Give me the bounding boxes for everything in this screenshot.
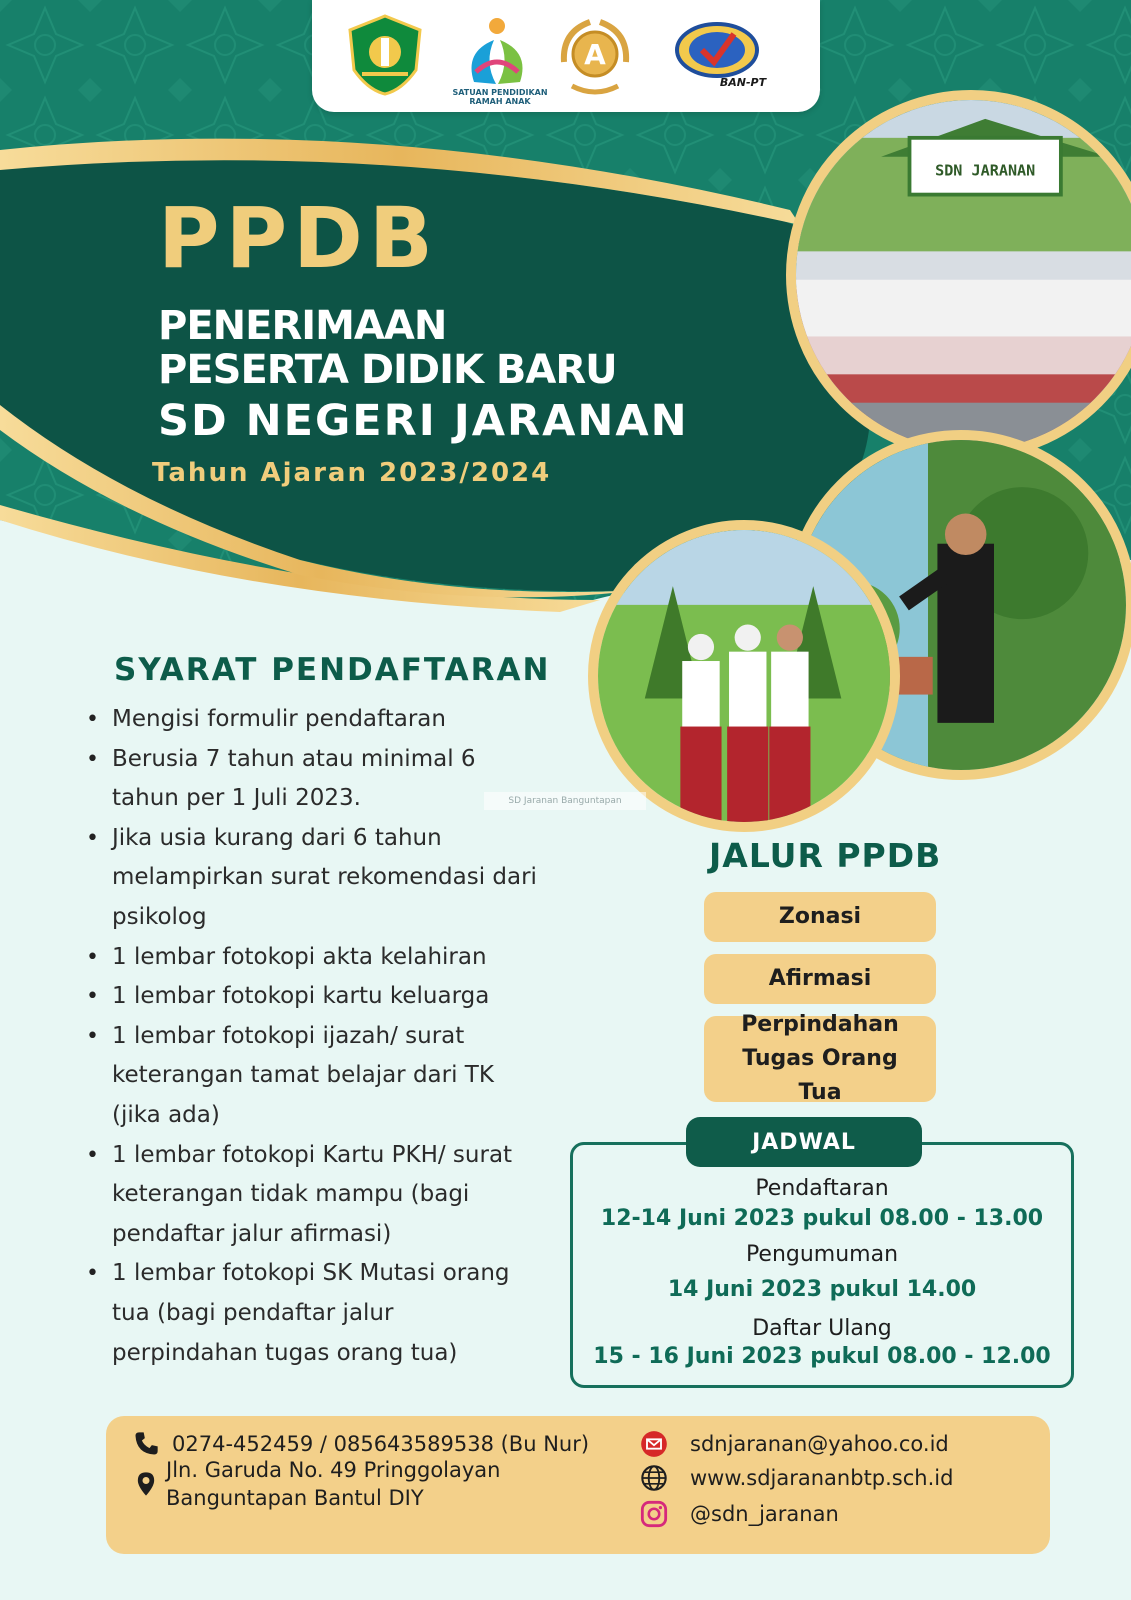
jalur-afirmasi: Afirmasi (704, 954, 936, 1004)
ramah-anak-caption: SATUAN PENDIDIKAN RAMAH ANAK (452, 88, 548, 106)
jalur-perpindahan: Perpindahan Tugas Orang Tua (704, 1016, 936, 1102)
location-icon (132, 1470, 160, 1498)
jalur-title: JALUR PPDB (709, 836, 942, 875)
contact-box (106, 1416, 1050, 1554)
photo-trophy-students (588, 520, 900, 832)
email-icon (640, 1430, 668, 1458)
contact-phone[interactable]: 0274-452459 / 085643589538 (Bu Nur) (172, 1432, 590, 1456)
phone-icon (132, 1430, 160, 1458)
akreditasi-letter: A (584, 38, 606, 71)
jadwal-pendaftaran-label: Pendaftaran (755, 1176, 889, 1201)
jadwal-daftar-ulang-value: 15 - 16 Juni 2023 pukul 08.00 - 12.00 (593, 1344, 1051, 1369)
school-sign-text: SDN JARANAN (935, 161, 1036, 180)
syarat-item: • 1 lembar fotokopi kartu keluarga (86, 977, 546, 1017)
ramah-anak-logo-icon (454, 12, 540, 98)
jadwal-title: JADWAL (686, 1117, 922, 1167)
school-name: SD NEGERI JARANAN (158, 396, 689, 446)
syarat-item: • 1 lembar fotokopi SK Mutasi orang tua (bagi pendaftar jalur perpindahan tugas orang tua) (86, 1254, 546, 1373)
syarat-item: • Mengisi formulir pendaftaran (86, 700, 546, 740)
jadwal-pengumuman-label: Pengumuman (745, 1242, 899, 1267)
contact-instagram[interactable]: @sdn_jaranan (690, 1502, 839, 1526)
syarat-item: • Berusia 7 tahun atau minimal 6 tahun per 1 Juli 2023. (86, 740, 546, 819)
jadwal-daftar-ulang-label: Daftar Ulang (752, 1316, 892, 1341)
contact-address-line-1: Jln. Garuda No. 49 Pringgolayan (166, 1458, 501, 1482)
jadwal-pendaftaran-value: 12-14 Juni 2023 pukul 08.00 - 13.00 (600, 1206, 1044, 1231)
kemenag-logo-icon (342, 12, 428, 98)
contact-email[interactable]: sdnjaranan@yahoo.co.id (690, 1432, 949, 1456)
syarat-item: • Jika usia kurang dari 6 tahun melampirkan surat rekomendasi dari psikolog (86, 819, 546, 938)
contact-address-line-2: Banguntapan Bantul DIY (166, 1486, 424, 1510)
subtitle-line-1: PENERIMAAN (158, 303, 447, 349)
syarat-item: • 1 lembar fotokopi Kartu PKH/ surat keterangan tidak mampu (bagi pendaftar jalur afirmasi) (86, 1136, 546, 1255)
academic-year: Tahun Ajaran 2023/2024 (152, 458, 552, 488)
logo-bar (312, 0, 820, 112)
contact-website[interactable]: www.sdjarananbtp.sch.id (690, 1466, 954, 1490)
syarat-list (86, 700, 546, 1373)
syarat-item: • 1 lembar fotokopi ijazah/ surat keterangan tamat belajar dari TK (jika ada) (86, 1017, 546, 1136)
watermark: SD Jaranan Banguntapan (484, 792, 646, 810)
instagram-icon (640, 1500, 668, 1528)
globe-icon (640, 1464, 668, 1492)
jalur-zonasi: Zonasi (704, 892, 936, 942)
jadwal-pengumuman-value: 14 Juni 2023 pukul 14.00 (667, 1277, 977, 1302)
syarat-item: • 1 lembar fotokopi akta kelahiran (86, 938, 546, 978)
ppdb-title: PPDB (158, 189, 439, 287)
subtitle-line-2: PESERTA DIDIK BARU (158, 347, 617, 393)
syarat-title: SYARAT PENDAFTARAN (114, 652, 551, 688)
banpt-caption: BAN-PT (719, 76, 767, 89)
akreditasi-logo-icon (552, 12, 638, 98)
